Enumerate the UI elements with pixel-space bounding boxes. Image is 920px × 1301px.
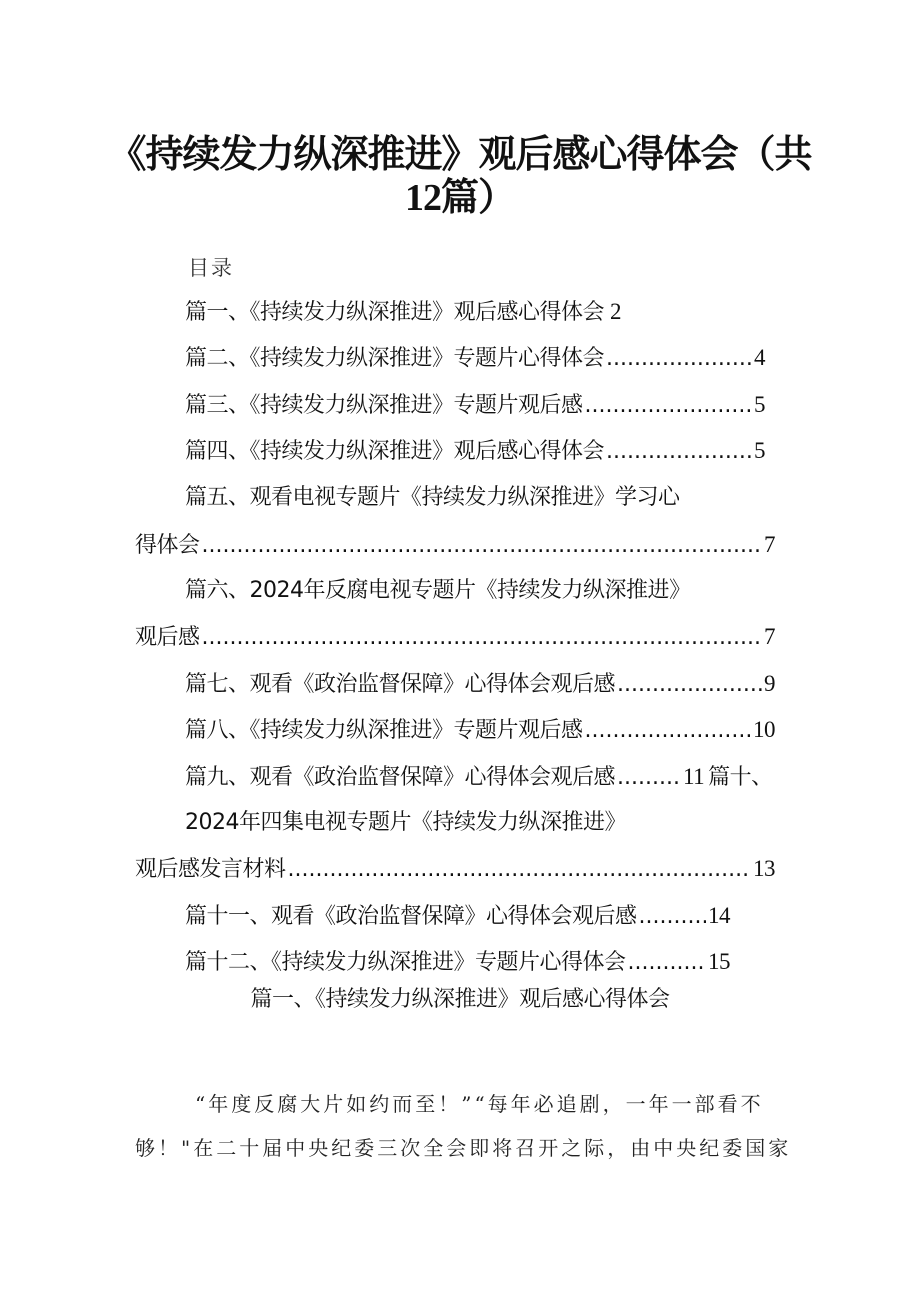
toc-leader-dots: [606, 437, 752, 467]
toc-entry-page: 7: [764, 532, 775, 557]
toc-entry-text: 篇七、观看《政治监督保障》心得体会观后感: [185, 672, 616, 697]
toc-entry-text: 篇八、《持续发力纵深推进》专题片观后感: [185, 718, 583, 743]
document-title-line-2: [0, 173, 920, 222]
toc-entry-text: 观后感: [135, 625, 200, 650]
toc-entry-text: 篇四、《持续发力纵深推进》观后感心得体会: [185, 439, 605, 464]
toc-leader-dots: [585, 716, 751, 746]
toc-entry-1[interactable]: [185, 297, 665, 328]
toc-heading: 目录: [188, 256, 234, 280]
toc-entry-text: 观后感发言材料: [135, 857, 286, 882]
title-count: 12: [404, 177, 441, 219]
toc-entry-text: 篇一、《持续发力纵深推进》观后感心得体会: [185, 300, 605, 325]
toc-entry-4[interactable]: [185, 436, 765, 467]
toc-entry-10[interactable]: [135, 854, 775, 885]
toc-entry-page: 10: [753, 717, 775, 742]
toc-leader-dots: [628, 948, 706, 978]
toc-entry-2[interactable]: [185, 343, 765, 374]
toc-entry-3[interactable]: [185, 390, 765, 421]
toc-entry-page: 4: [754, 345, 765, 370]
toc-entry-text: 篇十一、观看《政治监督保障》心得体会观后感: [185, 904, 637, 929]
toc-entry-8[interactable]: [185, 715, 775, 746]
toc-leader-dots: [202, 623, 762, 653]
toc-entry-10-line-1[interactable]: 2024年四集电视专题片《持续发力纵深推进》: [185, 810, 626, 835]
toc-entry-text: 篇十二、《持续发力纵深推进》专题片心得体会: [185, 950, 626, 975]
toc-entry-7[interactable]: [185, 669, 775, 700]
toc-entry-page: 14: [708, 903, 730, 928]
toc-leader-dots: [585, 391, 752, 421]
toc-leader-dots: [202, 531, 762, 561]
toc-entry-text: 篇三、《持续发力纵深推进》专题片观后感: [185, 393, 583, 418]
toc-entry-11[interactable]: [185, 901, 730, 932]
toc-entry-9[interactable]: [185, 762, 800, 793]
toc-leader-dots: [617, 670, 762, 700]
toc-entry-page: 9: [764, 671, 775, 696]
toc-leader-dots: [617, 763, 681, 793]
toc-entry-12[interactable]: [185, 947, 730, 978]
toc-entry-5[interactable]: [135, 530, 775, 561]
toc-leader-dots: [639, 902, 706, 932]
toc-entry-page: 13: [753, 856, 775, 881]
toc-entry-page: 2: [610, 299, 622, 324]
toc-entry-page: 15: [708, 949, 730, 974]
toc-entry-page: 5: [754, 438, 765, 463]
toc-entry-6[interactable]: [135, 622, 775, 653]
toc-entry-page: 5: [754, 392, 765, 417]
toc-leader-dots: [606, 344, 752, 374]
document-title-line-1: 《持续发力纵深推进》观后感心得体会（共: [108, 132, 812, 176]
title-count-suffix: 篇）: [440, 175, 515, 219]
toc-entry-text: 得体会: [135, 533, 200, 558]
body-paragraph: “年度反腐大片如约而至！”“每年必追剧，一年一部看不够！"在二十届中央纪委三次全会即将召开之际，由中央纪委国家: [135, 1092, 792, 1160]
toc-entry-6-line-1[interactable]: 篇六、2024年反腐电视专题片《持续发力纵深推进》: [185, 578, 691, 603]
toc-entry-text: 篇九、观看《政治监督保障》心得体会观后感: [185, 765, 616, 790]
toc-entry-page: 11: [683, 764, 705, 789]
section-heading: 篇一、《持续发力纵深推进》观后感心得体会: [250, 987, 670, 1012]
toc-entry-5-line-1[interactable]: 篇五、观看电视专题片《持续发力纵深推进》学习心: [185, 485, 680, 510]
toc-entry-text: 篇二、《持续发力纵深推进》专题片心得体会: [185, 346, 605, 371]
toc-entry-page: 7: [764, 624, 775, 649]
toc-leader-dots: [288, 855, 751, 885]
toc-entry-10-label: 篇十、: [708, 765, 773, 790]
